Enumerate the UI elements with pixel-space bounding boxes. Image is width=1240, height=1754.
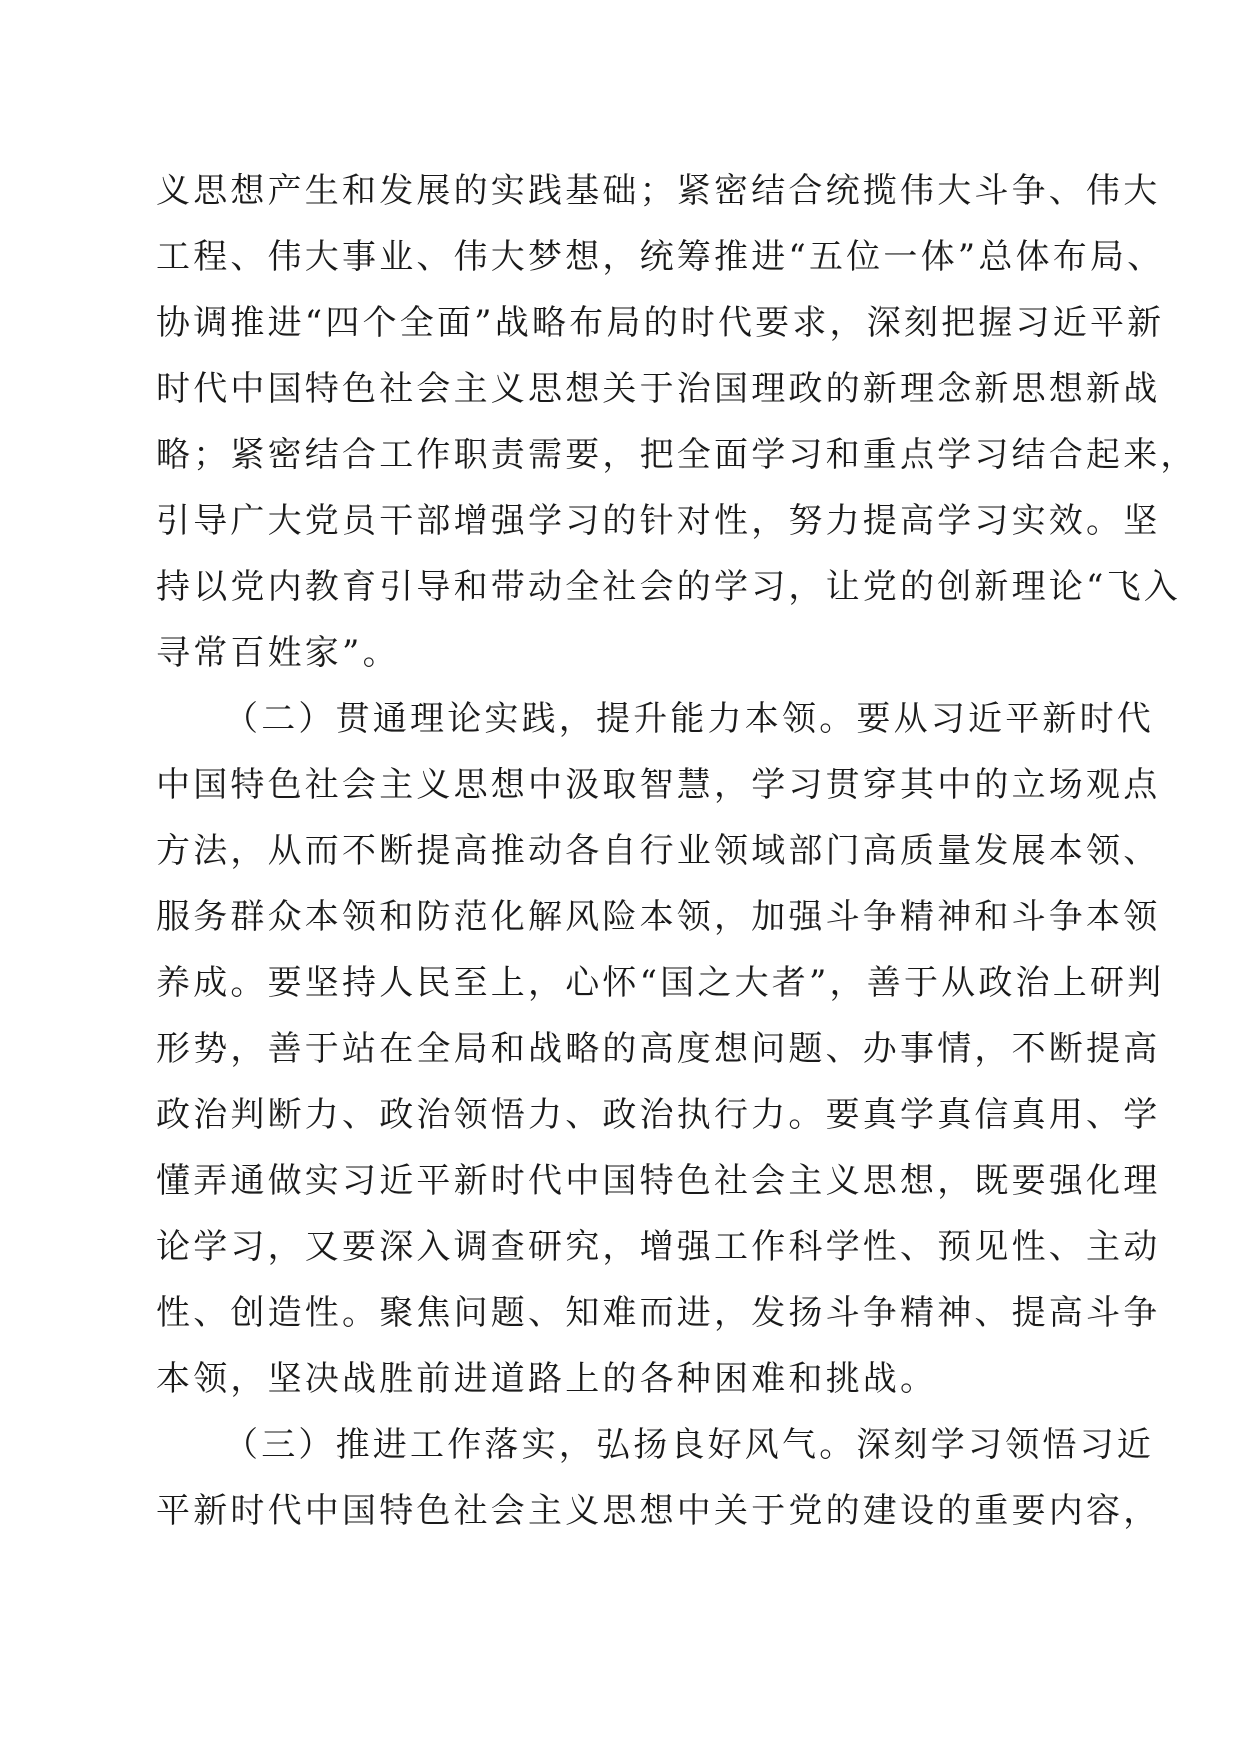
- paragraph-1-line-2: 工程、伟大事业、伟大梦想，统筹推进“五位一体”总体布局、: [156, 237, 1165, 277]
- paragraph-1-line-7: 持以党内教育引导和带动全社会的学习，让党的创新理论“飞入: [156, 567, 1181, 607]
- paragraph-2-line-1: （二）贯通理论实践，提升能力本领。要从习近平新时代: [224, 699, 1154, 739]
- paragraph-1-line-5: 略；紧密结合工作职责需要，把全面学习和重点学习结合起来，: [156, 435, 1198, 475]
- paragraph-2-line-8: 懂弄通做实习近平新时代中国特色社会主义思想，既要强化理: [156, 1161, 1161, 1201]
- paragraph-2-line-4: 服务群众本领和防范化解风险本领，加强斗争精神和斗争本领: [156, 897, 1161, 937]
- paragraph-1-line-4: 时代中国特色社会主义思想关于治国理政的新理念新思想新战: [156, 369, 1161, 409]
- paragraph-2-line-9: 论学习，又要深入调查研究，增强工作科学性、预见性、主动: [156, 1227, 1161, 1267]
- paragraph-2-line-3: 方法，从而不断提高推动各自行业领域部门高质量发展本领、: [156, 831, 1161, 871]
- paragraph-2-line-10: 性、创造性。聚焦问题、知难而进，发扬斗争精神、提高斗争: [156, 1293, 1161, 1333]
- paragraph-2-line-2: 中国特色社会主义思想中汲取智慧，学习贯穿其中的立场观点: [156, 765, 1161, 805]
- paragraph-1-line-6: 引导广大党员干部增强学习的针对性，努力提高学习实效。坚: [156, 501, 1161, 541]
- paragraph-1-line-8: 寻常百姓家”。: [156, 633, 400, 673]
- paragraph-1-line-1: 义思想产生和发展的实践基础；紧密结合统揽伟大斗争、伟大: [156, 171, 1161, 211]
- paragraph-2-line-5: 养成。要坚持人民至上，心怀“国之大者”，善于从政治上研判: [156, 963, 1165, 1003]
- body-text: [156, 158, 1198, 1544]
- paragraph-2-line-11: 本领，坚决战胜前进道路上的各种困难和挑战。: [156, 1359, 938, 1399]
- paragraph-1-line-3: 协调推进“四个全面”战略布局的时代要求，深刻把握习近平新: [156, 303, 1165, 343]
- paragraph-3-line-1: （三）推进工作落实，弘扬良好风气。深刻学习领悟习近: [224, 1425, 1154, 1465]
- paragraph-2-line-7: 政治判断力、政治领悟力、政治执行力。要真学真信真用、学: [156, 1095, 1161, 1135]
- paragraph-3-line-2: 平新时代中国特色社会主义思想中关于党的建设的重要内容，: [156, 1491, 1161, 1531]
- paragraph-2-line-6: 形势，善于站在全局和战略的高度想问题、办事情，不断提高: [156, 1029, 1161, 1069]
